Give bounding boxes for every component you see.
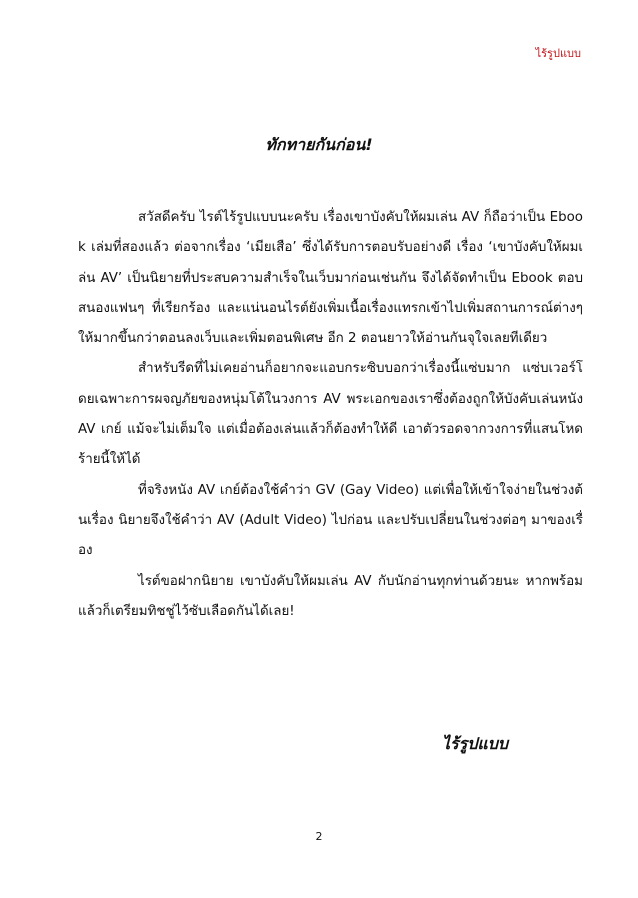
page-number: 2 [315, 830, 323, 843]
paragraph-story-summary: สำหรับรีดที่ไม่เคยอ่านก็อยากจะแอบกระซิบบอกว่าเรื่องนี้แซ่บมาก แซ่บเวอร์โดยเฉพาะการผจญภัยของหนุ่มโต้ในวงการ AV พระเอกของเราซึ่งต้องถูกให้บังคับเล่นหนัง AV เกย์ แม้จะไม่เต็มใจ แต่เมื่อต้องเล่นแล้วก็ต้องทำให้ดี เอาตัวรอดจากวงการที่แสนโหดร้ายนี้ให้ได้ [78, 361, 583, 468]
author-signature: ไร้รูปแบบ [441, 734, 508, 753]
paragraph-terminology-note: ที่จริงหนัง AV เกย์ต้องใช้คำว่า GV (Gay Video) แต่เพื่อให้เข้าใจง่ายในช่วงต้นเรื่อง นิยายจึงใช้คำว่า AV (Adult Video) ไปก่อน และปรับเปลี่ยนในช่วงต่อๆ มาของเรื่อง [78, 482, 583, 559]
paragraph-intro: สวัสดีครับ ไรต์ไร้รูปแบบนะครับ เรื่องเขาบังคับให้ผมเล่น AV ก็ถือว่าเป็น Ebook เล่มที่สองแล้ว ต่อจากเรื่อง ‘เมียเสือ’ ซึ่งได้รับการตอบรับอย่างดี เรื่อง ‘เขาบังคับให้ผมเล่น AV’ เป็นนิยายที่ประสบความสำเร็จในเว็บมาก่อนเช่นกัน จึงได้จัดทำเป็น Ebook ตอบสนองแฟนๆ ที่เรียกร้อง และแน่นอนไรต์ยังเพิ่มเนื้อเรื่องแทรกเข้าไปเพิ่มสถานการณ์ต่างๆ ให้มากขึ้นกว่าตอนลงเว็บและเพิ่มตอนพิเศษ อีก 2 ตอนยาวให้อ่านกันจุใจเลยทีเดียว [78, 210, 583, 347]
running-header-author: ไร้รูปแบบ [535, 47, 581, 60]
paragraph-closing: ไรต์ขอฝากนิยาย เขาบังคับให้ผมเล่น AV กับนักอ่านทุกท่านด้วยนะ หากพร้อมแล้วก็เตรียมทิชชู่ไว้ซับเลือดกันได้เลย! [78, 573, 583, 619]
body-text [78, 203, 583, 627]
page-title: ทักทายกันก่อน! [265, 135, 373, 154]
